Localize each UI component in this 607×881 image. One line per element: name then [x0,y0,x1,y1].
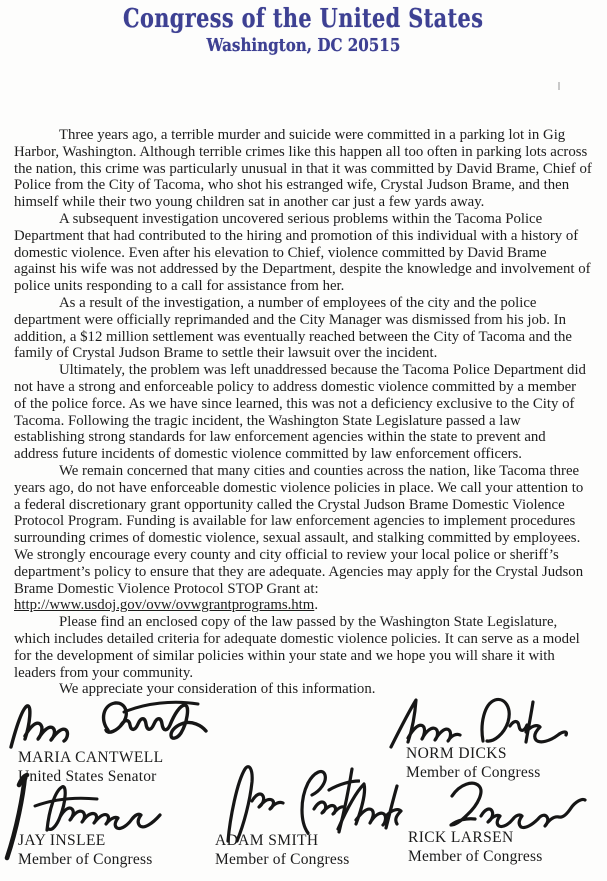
signatory-name: MARIA CANTWELL [18,749,164,766]
signatory-title: Member of Congress [18,851,153,868]
signatory-name: JAY INSLEE [18,832,106,849]
paragraph-7: We appreciate your consideration of this information. [59,681,376,698]
signatory-name: NORM DICKS [406,745,507,762]
adam-smith-label [215,831,349,869]
paragraph-1: Three years ago, a terrible murder and suicide were committed in a parking lot in Gig Harbor, Washington. Although terrible crimes like this happen all too often in parking lots across the nation, this crime was particularly unusual in that it was committed by David Brame, Chief of Police from the City of Tacoma, who shot his estranged wife, Crystal Judson Brame, and then himself while their two young children sat in another car just a few yards away. [14,127,592,211]
signatory-title: United States Senator [18,768,157,785]
rick-larsen-label [408,828,542,866]
grant-url-period: . [314,597,319,614]
paragraph-3: As a result of the investigation, a number of employees of the city and the police department were officially reprimanded and the City Manager was dismissed from his job. In addition, a $12 million settlement was eventually reached between the City of Tacoma and the family of Crystal Judson Brame to settle their lawsuit over the incident. [14,294,572,362]
jay-inslee-label [18,831,152,869]
letter-body [14,127,592,698]
grant-url-line [14,597,592,614]
paragraph-2: A subsequent investigation uncovered serious problems within the Tacoma Police Department that had contributed to the hiring and promotion of this individual with a history of domestic violence. Even after his elevation to Chief, violence committed by David Brame against his wife was not addressed by the Department, despite the knowledge and involvement of police units responding to a call for assistance from her. [14,210,591,295]
signatory-name: ADAM SMITH [215,832,319,849]
signatory-name: RICK LARSEN [408,829,514,846]
grant-url[interactable]: http://www.usdoj.gov/ovw/ovwgrantprograms.htm [14,597,315,614]
paragraph-5: We remain concerned that many cities and counties across the nation, like Tacoma three years ago, do not have enforceable domestic violence policies in place. We call your attention to a federal discretionary grant opportunity called the Crystal Judson Brame Domestic Violence Protocol Program. Funding is available for law enforcement agencies to implement procedures surrounding crimes of domestic violence, sexual assault, and stalking committed by employees. We strongly encourage every county and city official to review your local police or sheriff’s department’s policy to ensure that they are adequate. Agencies may apply for the Crystal Judson Brame Domestic Violence Protocol STOP Grant at: [14,462,584,597]
paragraph-4: Ultimately, the problem was left unaddressed because the Tacoma Police Department did not have a strong and enforceable policy to address domestic violence committed by a member of the police force. As we have since learned, this was not a deficiency exclusive to the City of Tacoma. Following the tragic incident, the Washington State Legislature passed a law establishing strong standards for law enforcement agencies within the state to prevent and address future incidents of domestic violence committed by law enforcement officers. [14,362,586,463]
letterhead-address: Washington, DC 20515 [206,35,401,56]
paragraph-6: Please find an enclosed copy of the law passed by the Washington State Legislature, which includes detailed criteria for adequate domestic violence policies. It can serve as a model for the development of similar policies within your state and we hope you will share it with leaders from your community. [14,614,580,681]
letterhead-title: Congress of the United States [123,4,484,34]
signatory-title: Member of Congress [408,848,543,865]
signatory-title: Member of Congress [406,764,541,781]
scan-artifact [558,82,560,90]
signatory-title: Member of Congress [215,851,350,868]
letterhead [0,4,607,56]
